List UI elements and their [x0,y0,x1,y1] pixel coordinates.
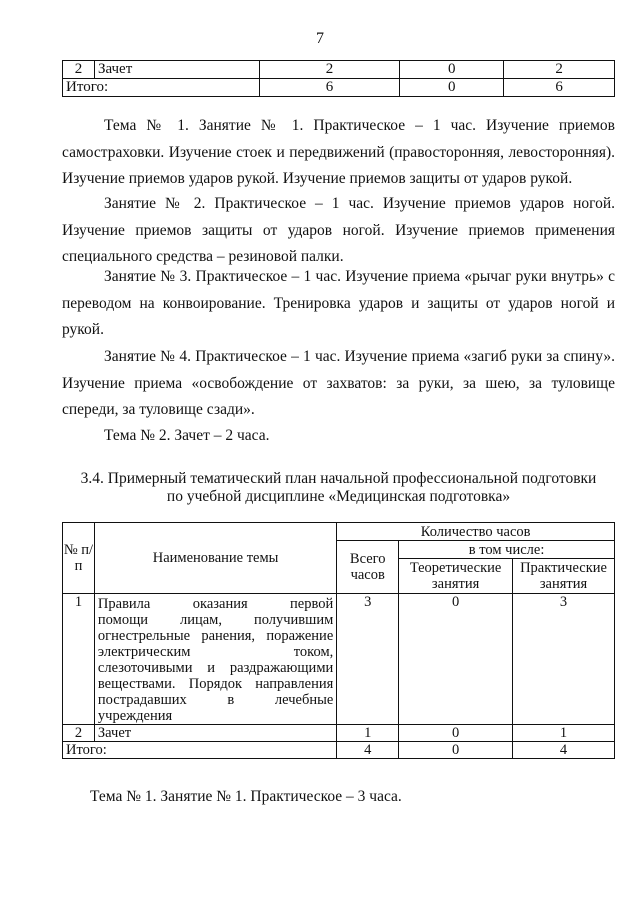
table-row [63,61,615,79]
lesson-2-paragraph: Занятие № 2. Практическое – 1 час. Изучение приемов ударов ногой. Изучение приемов защиты от ударов ногой. Изучение приемов применения специального средства – резиновой палки. [62,195,615,265]
topic-name: Зачет [94,61,259,79]
page-number: 7 [316,30,324,47]
topic-line: учреждения [97,708,173,724]
theory-hours: 0 [399,742,513,759]
header-total: Всего часов [337,541,399,594]
total-hours: 4 [337,742,399,759]
theory-hours: 0 [399,594,513,725]
section-heading-line-2: по учебной дисциплине «Медицинская подготовка» [166,488,511,505]
practice-hours: 1 [513,725,615,742]
topic-line: Правила оказания первой [97,596,334,612]
topic-line: слезоточивыми и раздражающими [97,660,334,676]
topic-2-paragraph: Тема № 2. Зачет – 2 часа. [104,427,270,444]
practice-hours: 2 [504,61,615,79]
thematic-plan-table [62,522,615,759]
total-hours: 1 [337,725,399,742]
table-row [63,725,615,742]
topic-line: огнестрельные ранения, поражение [97,628,334,644]
header-number: № п/п [63,523,95,594]
theory-hours: 0 [400,61,504,79]
header-row [63,523,615,541]
header-hours: Количество часов [337,523,615,541]
topic-name: Зачет [94,725,336,742]
total-hours: 2 [259,61,400,79]
lesson-1-paragraph: Тема № 1. Занятие № 1. Практическое – 1 час. Изучение приемов самостраховки. Изучение стоек и передвижений (правосторонняя, левосторонняя). Изучение приемов ударов рукой. Изучение приемов защиты от ударов рукой. [62,117,615,187]
row-number: 1 [63,594,95,725]
total-label: Итого: [63,742,337,759]
header-including: в том числе: [399,541,615,559]
lesson-3-paragraph: Занятие № 3. Практическое – 1 час. Изучение приема «рычаг руки внутрь» с переводом на конвоирование. Тренировка ударов и защиты от ударов ногой и рукой. [62,268,615,338]
topic-line: веществами. Порядок направления [97,676,334,692]
theory-hours: 0 [399,725,513,742]
practice-hours: 6 [504,79,615,97]
section-heading [62,470,615,506]
section-heading-line-1: 3.4. Примерный тематический план начальной профессиональной подготовки [80,470,597,487]
theory-hours: 0 [400,79,504,97]
topic-line: электрическим током, [97,644,334,660]
topic-line: помощи лицам, получившим [97,612,334,628]
header-theory: Теоретические занятия [399,559,513,594]
practice-hours: 4 [513,742,615,759]
table-row [63,594,615,725]
table-continuation [62,60,615,97]
total-label: Итого: [63,79,260,97]
total-row [63,742,615,759]
total-row [63,79,615,97]
header-practice: Практические занятия [513,559,615,594]
row-number: 2 [63,725,95,742]
total-hours: 6 [259,79,400,97]
row-number: 2 [63,61,95,79]
practice-hours: 3 [513,594,615,725]
total-hours: 3 [337,594,399,725]
topic-line: пострадавших в лечебные [97,692,334,708]
lesson-4-paragraph: Занятие № 4. Практическое – 1 час. Изучение приема «загиб руки за спину». Изучение приема «освобождение от захватов: за руки, за шею, за туловище спереди, за туловище сзади». [62,348,615,418]
final-paragraph: Тема № 1. Занятие № 1. Практическое – 3 часа. [90,788,402,805]
header-topic: Наименование темы [94,523,336,594]
topic-name [94,594,336,725]
